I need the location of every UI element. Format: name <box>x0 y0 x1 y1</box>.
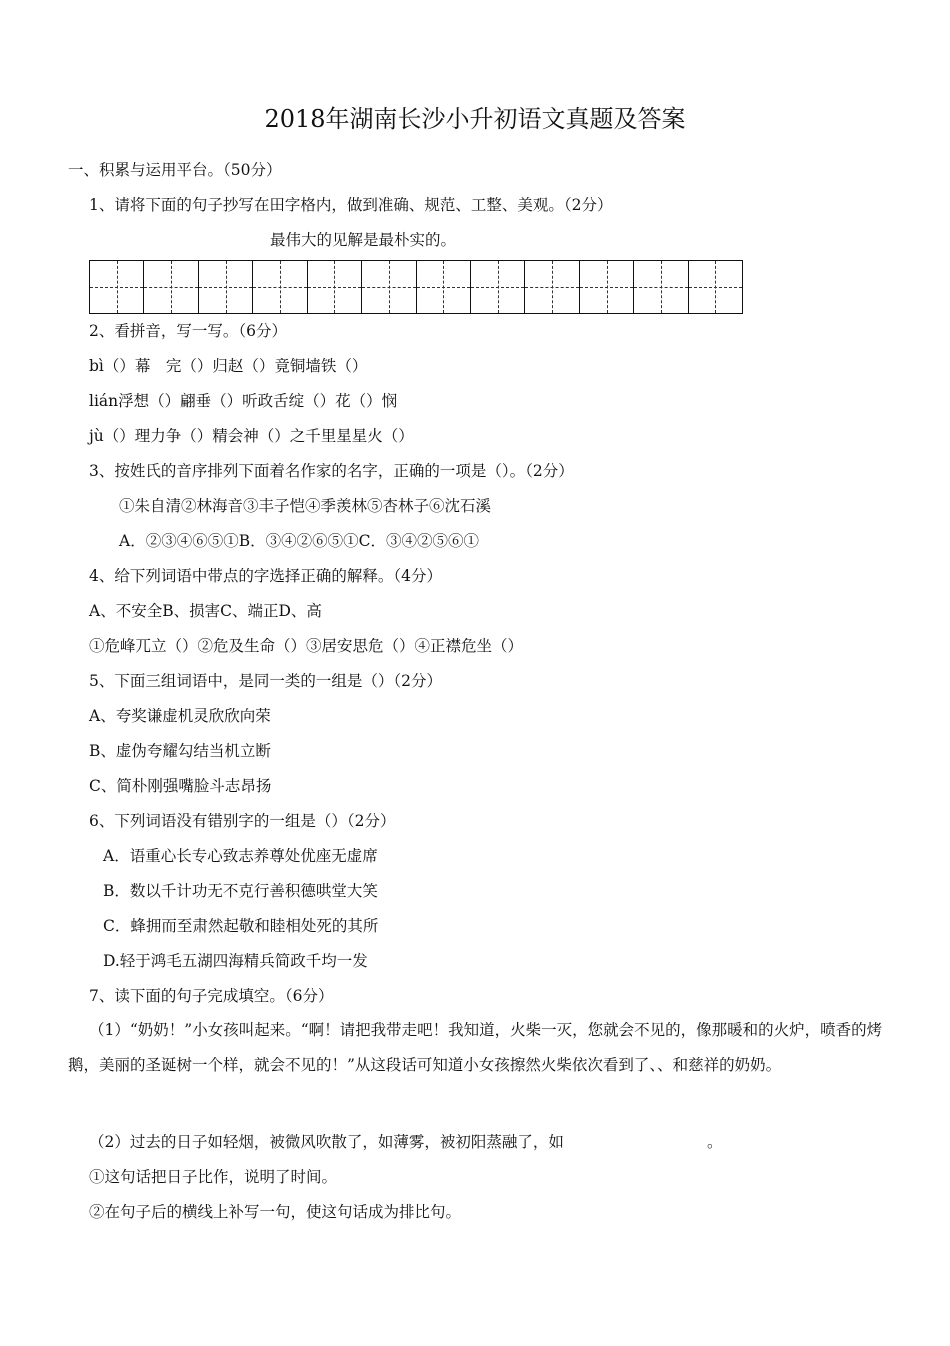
q2-line-bi: bì（）幕 完（）归赵（）竟铜墙铁（） <box>89 357 368 375</box>
grid-guide-vertical <box>498 261 499 313</box>
page-title: 2018年湖南长沙小升初语文真题及答案 <box>264 105 686 133</box>
grid-cell[interactable] <box>525 261 579 313</box>
question-2: 2、看拼音，写一写。（6分） <box>89 322 287 340</box>
q7-paragraph-2-end: 。 <box>707 1133 723 1151</box>
tianzige-grid[interactable] <box>89 260 743 314</box>
q3-names: ①朱自清②林海音③丰子恺④季羡林⑤杏林子⑥沈石溪 <box>119 497 492 515</box>
grid-guide-vertical <box>389 261 390 313</box>
q2-line-ju: jù（）理力争（）精会神（）之千里星星火（） <box>89 427 414 445</box>
question-7: 7、读下面的句子完成填空。（6分） <box>89 987 334 1005</box>
grid-guide-vertical <box>443 261 444 313</box>
grid-guide-vertical <box>552 261 553 313</box>
q6-option-c: C．蜂拥而至肃然起敬和睦相处死的其所 <box>103 917 379 935</box>
grid-cell[interactable] <box>634 261 688 313</box>
grid-cell[interactable] <box>689 261 742 313</box>
q3-options: A．②③④⑥⑤①B．③④②⑥⑤①C．③④②⑤⑥① <box>119 532 479 550</box>
q7-paragraph-1: （1）“奶奶！”小女孩叫起来。“啊！请把我带走吧！我知道，火柴一灭，您就会不见的，像那暖和的火炉，喷香的烤鹅，美丽的圣诞树一个样，就会不见的！”从这段话可知道小女孩擦然火柴依次看到了、、和慈祥的奶奶。 <box>68 1021 883 1074</box>
grid-cell[interactable] <box>580 261 634 313</box>
grid-cell[interactable] <box>199 261 253 313</box>
q7-subquestion-1: ①这句话把日子比作，说明了时间。 <box>89 1168 338 1186</box>
question-4: 4、给下列词语中带点的字选择正确的解释。（4分） <box>89 567 442 585</box>
q4-meanings: A、不安全B、损害C、端正D、高 <box>89 602 322 620</box>
question-1: 1、请将下面的句子抄写在田字格内，做到准确、规范、工整、美观。（2分） <box>89 196 613 214</box>
grid-guide-vertical <box>661 261 662 313</box>
q6-option-d: D.轻于鸿毛五湖四海精兵简政千均一发 <box>103 952 368 970</box>
q6-option-a: A．语重心长专心致志养尊处优座无虚席 <box>103 847 378 865</box>
grid-cell[interactable] <box>253 261 307 313</box>
grid-guide-vertical <box>715 261 716 313</box>
question-5: 5、下面三组词语中，是同一类的一组是（）（2分） <box>89 672 442 690</box>
q1-sentence: 最伟大的见解是最朴实的。 <box>270 231 457 249</box>
q4-words: ①危峰兀立（）②危及生命（）③居安思危（）④正襟危坐（） <box>89 637 524 655</box>
q5-option-c: C、简朴刚强嘴脸斗志昂扬 <box>89 777 272 795</box>
grid-guide-vertical <box>117 261 118 313</box>
q5-option-b: B、虚伪夸耀勾结当机立断 <box>89 742 271 760</box>
grid-guide-vertical <box>607 261 608 313</box>
q7-paragraph-2: （2）过去的日子如轻烟，被微风吹散了，如薄雾，被初阳蒸融了，如 <box>89 1133 564 1151</box>
grid-cell[interactable] <box>144 261 198 313</box>
grid-cell[interactable] <box>90 261 144 313</box>
grid-cell[interactable] <box>362 261 416 313</box>
section-heading: 一、积累与运用平台。（50分） <box>68 161 282 179</box>
q6-option-b: B．数以千计功无不克行善积德哄堂大笑 <box>103 882 378 900</box>
grid-guide-vertical <box>280 261 281 313</box>
q2-line-lian: lián浮想（）翩垂（）听政舌绽（）花（）悯 <box>89 392 398 410</box>
grid-guide-vertical <box>334 261 335 313</box>
grid-cell[interactable] <box>471 261 525 313</box>
grid-cell[interactable] <box>308 261 362 313</box>
grid-guide-vertical <box>171 261 172 313</box>
question-3: 3、按姓氏的音序排列下面着名作家的名字，正确的一项是（）。（2分） <box>89 462 574 480</box>
grid-cell[interactable] <box>417 261 471 313</box>
q5-option-a: A、夸奖谦虚机灵欣欣向荣 <box>89 707 271 725</box>
question-6: 6、下列词语没有错别字的一组是（）（2分） <box>89 812 396 830</box>
grid-guide-vertical <box>226 261 227 313</box>
q7-subquestion-2: ②在句子后的横线上补写一句，使这句话成为排比句。 <box>89 1203 462 1221</box>
